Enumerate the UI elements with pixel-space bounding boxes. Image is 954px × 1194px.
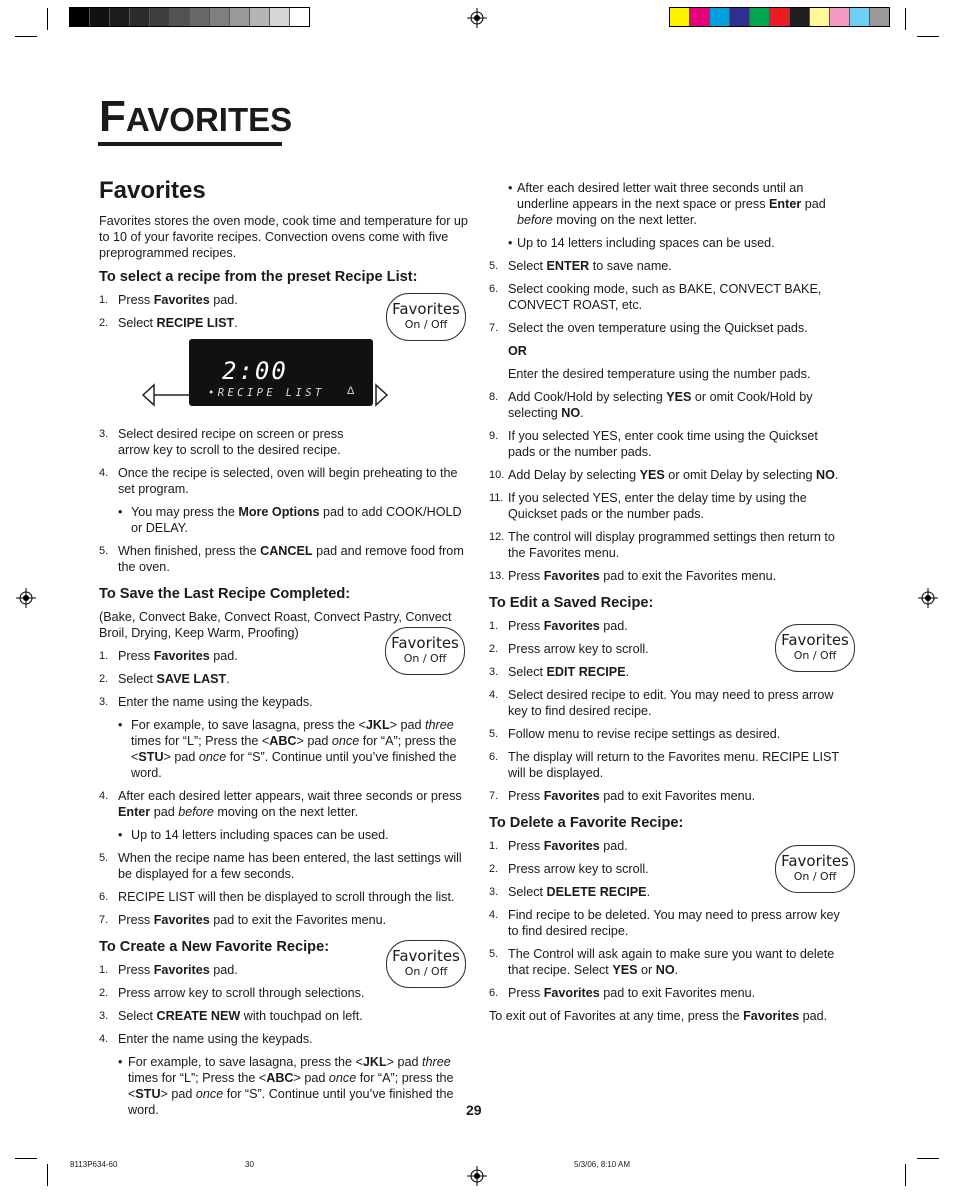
section-title: FAVORITES bbox=[99, 92, 293, 141]
oven-display bbox=[189, 339, 373, 406]
list-item: • After each desired letter wait three seconds until an underline appears in the next space or press Enter pad before moving on the next letter. bbox=[508, 181, 826, 227]
list-item: 4. After each desired letter appears, wait three seconds or press Enter pad before moving on the next letter. bbox=[99, 789, 462, 819]
list-item: 3. Enter the name using the keypads. bbox=[99, 695, 313, 709]
list-item: • You may press the More Options pad to add COOK/HOLD or DELAY. bbox=[118, 505, 462, 535]
edit-heading: To Edit a Saved Recipe: bbox=[489, 595, 654, 611]
color-swatch bbox=[210, 8, 230, 26]
display-recipe-list: •RECIPE LIST bbox=[208, 387, 325, 399]
exit-note: To exit out of Favorites at any time, press the Favorites pad. bbox=[489, 1009, 828, 1023]
list-item: 8. Add Cook/Hold by selecting YES or omit Cook/Hold by selecting NO. bbox=[489, 390, 813, 420]
list-item: 1. Press Favorites pad. bbox=[489, 619, 628, 633]
title-rule bbox=[98, 142, 282, 146]
favorites-button[interactable]: Favorites On / Off bbox=[775, 624, 855, 672]
list-item: 2. Select SAVE LAST. bbox=[99, 672, 230, 686]
list-item: 4. Once the recipe is selected, oven will begin preheating to the set program. bbox=[99, 466, 458, 496]
color-swatch bbox=[130, 8, 150, 26]
list-item: 4. Enter the name using the keypads. bbox=[99, 1032, 313, 1046]
list-item: 2. Press arrow key to scroll through selections. bbox=[99, 986, 365, 1000]
list-item: 3. Select EDIT RECIPE. bbox=[489, 665, 630, 679]
registration-mark-icon bbox=[918, 588, 938, 608]
color-swatch bbox=[770, 8, 790, 26]
footer-code: 8113P634-60 bbox=[70, 1160, 118, 1169]
crop-mark bbox=[15, 1158, 37, 1159]
favorites-button[interactable]: Favorites On / Off bbox=[386, 293, 466, 341]
registration-mark-icon bbox=[467, 1166, 487, 1186]
crop-mark bbox=[917, 1158, 939, 1159]
crop-mark bbox=[917, 36, 939, 37]
list-item: 6. RECIPE LIST will then be displayed to scroll through the list. bbox=[99, 890, 455, 904]
list-item: 1. Press Favorites pad. bbox=[99, 293, 238, 307]
color-swatch bbox=[870, 8, 889, 26]
color-bar bbox=[669, 7, 890, 27]
list-item: 12. The control will display programmed settings then return to the Favorites menu. bbox=[489, 530, 835, 560]
list-item: 2. Select RECIPE LIST. bbox=[99, 316, 238, 330]
list-item: 11. If you selected YES, enter the delay time by using the Quickset pads or the number pads. bbox=[489, 491, 807, 521]
color-swatch bbox=[790, 8, 810, 26]
color-swatch bbox=[690, 8, 710, 26]
color-swatch bbox=[830, 8, 850, 26]
crop-mark bbox=[905, 8, 906, 30]
page-number: 29 bbox=[466, 1102, 482, 1118]
list-item: 1. Press Favorites pad. bbox=[99, 963, 238, 977]
list-item: 6. Select cooking mode, such as BAKE, CONVECT BAKE, CONVECT ROAST, etc. bbox=[489, 282, 822, 312]
intro-text: Favorites stores the oven mode, cook time and temperature for up to 10 of your favorite recipes. Convection ovens come with five preprogrammed recipes. bbox=[99, 214, 468, 260]
list-item: 3. Select CREATE NEW with touchpad on left. bbox=[99, 1009, 363, 1023]
registration-mark-icon bbox=[467, 8, 487, 28]
list-item: 5. The Control will ask again to make sure you want to delete that recipe. Select YES or NO. bbox=[489, 947, 835, 977]
or-label: OR bbox=[508, 344, 527, 358]
favorites-button[interactable]: Favorites On / Off bbox=[385, 627, 465, 675]
list-item: 1. Press Favorites pad. bbox=[489, 839, 628, 853]
color-swatch bbox=[270, 8, 290, 26]
registration-mark-icon bbox=[16, 588, 36, 608]
crop-mark bbox=[47, 8, 48, 30]
triangle-icon: Δ bbox=[347, 385, 355, 397]
list-item: • Up to 14 letters including spaces can be used. bbox=[508, 236, 775, 250]
delete-heading: To Delete a Favorite Recipe: bbox=[489, 815, 684, 831]
crop-mark bbox=[47, 1164, 48, 1186]
color-swatch bbox=[70, 8, 90, 26]
crop-mark bbox=[905, 1164, 906, 1186]
preset-heading: To select a recipe from the preset Recipe List: bbox=[99, 269, 418, 285]
list-item: • For example, to save lasagna, press the <JKL> pad three times for “L”; Press the <ABC> pad once for “A”; press the <STU> pad once for “S”. Continue until you’ve finished the word. bbox=[118, 718, 457, 780]
list-item: 1. Press Favorites pad. bbox=[99, 649, 238, 663]
crop-mark bbox=[15, 36, 37, 37]
color-swatch bbox=[90, 8, 110, 26]
color-swatch bbox=[810, 8, 830, 26]
color-swatch bbox=[710, 8, 730, 26]
list-item: 5. When finished, press the CANCEL pad and remove food from the oven. bbox=[99, 544, 464, 574]
footer-sheet: 30 bbox=[245, 1160, 254, 1169]
save-heading: To Save the Last Recipe Completed: bbox=[99, 586, 351, 602]
list-item: 6. The display will return to the Favorites menu. RECIPE LIST will be displayed. bbox=[489, 750, 839, 780]
color-swatch bbox=[670, 8, 690, 26]
grayscale-bar bbox=[69, 7, 310, 27]
list-item: 2. Press arrow key to scroll. bbox=[489, 862, 649, 876]
list-item: 5. When the recipe name has been entered, the last settings will be displayed for a few seconds. bbox=[99, 851, 462, 881]
list-item: 13. Press Favorites pad to exit the Favorites menu. bbox=[489, 569, 777, 583]
favorites-button[interactable]: Favorites On / Off bbox=[386, 940, 466, 988]
list-item: 4. Find recipe to be deleted. You may need to press arrow key to find desired recipe. bbox=[489, 908, 840, 938]
list-item: 3. Select desired recipe on screen or press arrow key to scroll to the desired recipe. bbox=[99, 427, 344, 457]
save-modes: (Bake, Convect Bake, Convect Roast, Convect Pastry, Convect Broil, Drying, Keep Warm, Proofing) bbox=[99, 610, 452, 640]
color-swatch bbox=[290, 8, 309, 26]
color-swatch bbox=[190, 8, 210, 26]
color-swatch bbox=[230, 8, 250, 26]
list-item: 2. Press arrow key to scroll. bbox=[489, 642, 649, 656]
color-swatch bbox=[110, 8, 130, 26]
list-item: Enter the desired temperature using the number pads. bbox=[508, 367, 811, 381]
list-item: 9. If you selected YES, enter cook time using the Quickset pads or the number pads. bbox=[489, 429, 818, 459]
list-item: • Up to 14 letters including spaces can be used. bbox=[118, 828, 389, 842]
color-swatch bbox=[850, 8, 870, 26]
list-item: 7. Press Favorites pad to exit the Favorites menu. bbox=[99, 913, 387, 927]
color-swatch bbox=[150, 8, 170, 26]
list-item: 3. Select DELETE RECIPE. bbox=[489, 885, 651, 899]
list-item: 5. Follow menu to revise recipe settings as desired. bbox=[489, 727, 781, 741]
color-swatch bbox=[730, 8, 750, 26]
color-swatch bbox=[750, 8, 770, 26]
color-swatch bbox=[170, 8, 190, 26]
right-column bbox=[489, 180, 841, 1031]
create-heading: To Create a New Favorite Recipe: bbox=[99, 939, 330, 955]
list-item: 10. Add Delay by selecting YES or omit Delay by selecting NO. bbox=[489, 468, 839, 482]
list-item: 6. Press Favorites pad to exit Favorites menu. bbox=[489, 986, 756, 1000]
list-item: 4. Select desired recipe to edit. You may need to press arrow key to find desired recipe. bbox=[489, 688, 834, 718]
display-time: 2:00 bbox=[222, 357, 288, 385]
list-item: 7. Press Favorites pad to exit Favorites menu. bbox=[489, 789, 756, 803]
color-swatch bbox=[250, 8, 270, 26]
favorites-button[interactable]: Favorites On / Off bbox=[775, 845, 855, 893]
footer-date: 5/3/06, 8:10 AM bbox=[574, 1160, 631, 1169]
page-heading: Favorites bbox=[99, 177, 206, 204]
list-item: • For example, to save lasagna, press the <JKL> pad three times for “L”; Press the <ABC> pad once for “A”; press the <STU> pad once for “S”. Continue until you’ve finished the word. bbox=[118, 1055, 454, 1117]
list-item: 5. Select ENTER to save name. bbox=[489, 259, 672, 273]
list-item: 7. Select the oven temperature using the Quickset pads. bbox=[489, 321, 808, 335]
